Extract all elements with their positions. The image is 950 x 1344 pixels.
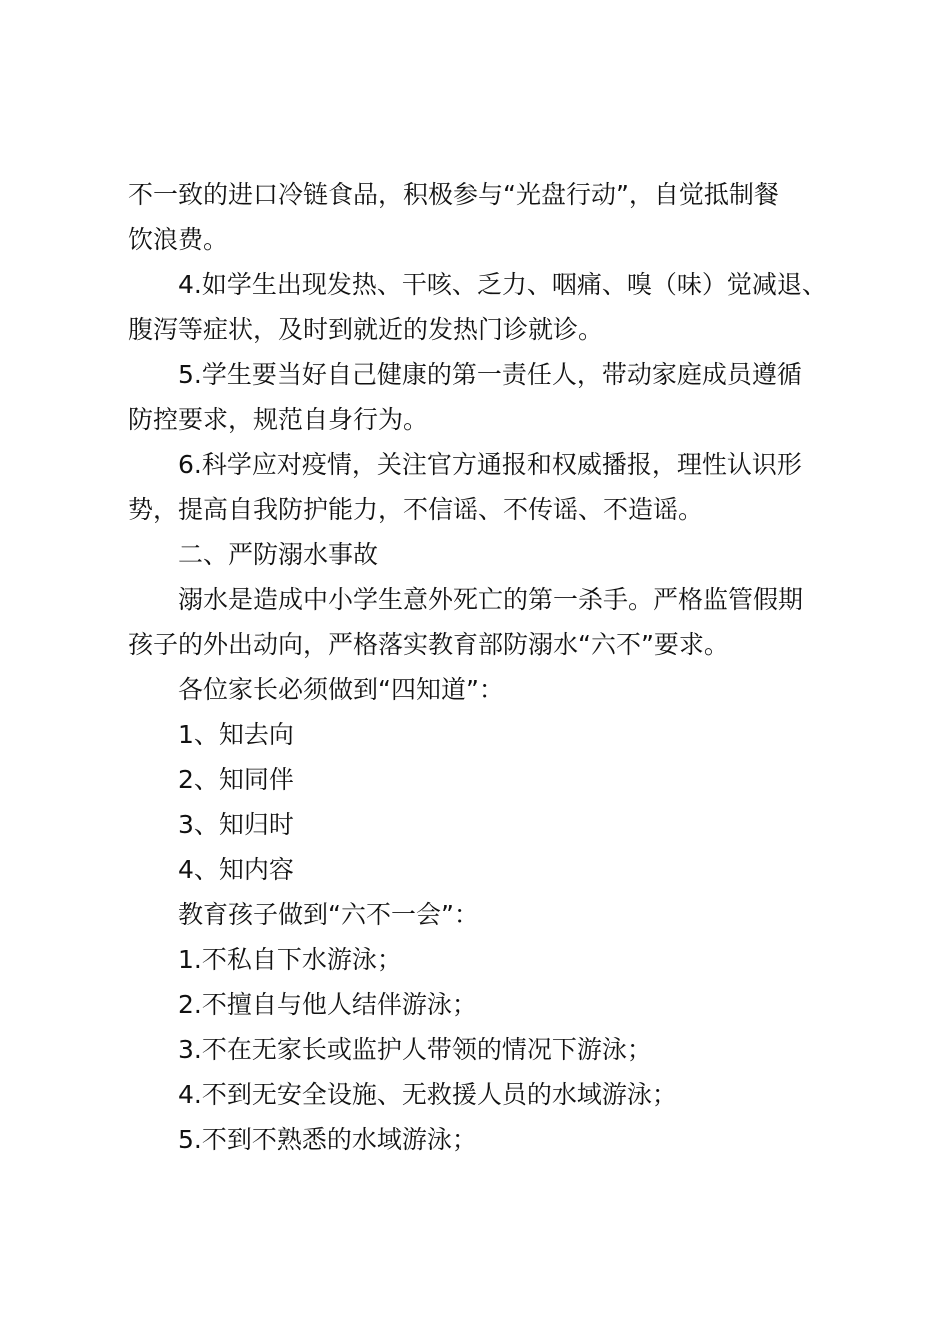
text-line: 4.如学生出现发热、干咳、乏力、咽痛、嗅（味）觉减退、 — [178, 270, 827, 299]
text-line: 势，提高自我防护能力，不信谣、不传谣、不造谣。 — [128, 495, 704, 524]
text-line: 溺水是造成中小学生意外死亡的第一杀手。严格监管假期 — [178, 585, 804, 614]
list-item: 3.不在无家长或监护人带领的情况下游泳； — [178, 1035, 652, 1064]
list-item: 3、知归时 — [178, 810, 294, 839]
list-item: 1.不私自下水游泳； — [178, 945, 402, 974]
list-item: 4、知内容 — [178, 855, 294, 884]
list-item: 1、知去向 — [178, 720, 294, 749]
text-line: 6.科学应对疫情，关注官方通报和权威播报，理性认识形 — [178, 450, 802, 479]
text-line: 教育孩子做到“六不一会”： — [178, 900, 479, 929]
text-line: 5.学生要当好自己健康的第一责任人，带动家庭成员遵循 — [178, 360, 802, 389]
text-line: 饮浪费。 — [128, 225, 229, 254]
list-item: 2.不擅自与他人结伴游泳； — [178, 990, 477, 1019]
text-line: 防控要求，规范自身行为。 — [128, 405, 429, 434]
text-line: 腹泻等症状，及时到就近的发热门诊就诊。 — [128, 315, 604, 344]
list-item: 4.不到无安全设施、无救援人员的水域游泳； — [178, 1080, 677, 1109]
list-item: 5.不到不熟悉的水域游泳； — [178, 1125, 477, 1154]
text-line: 各位家长必须做到“四知道”： — [178, 675, 504, 704]
text-line: 不一致的进口冷链食品，积极参与“光盘行动”，自觉抵制餐 — [128, 180, 779, 209]
list-item: 2、知同伴 — [178, 765, 294, 794]
document-body — [128, 172, 833, 1162]
text-line: 孩子的外出动向，严格落实教育部防溺水“六不”要求。 — [128, 630, 729, 659]
section-heading: 二、严防溺水事故 — [178, 540, 379, 569]
